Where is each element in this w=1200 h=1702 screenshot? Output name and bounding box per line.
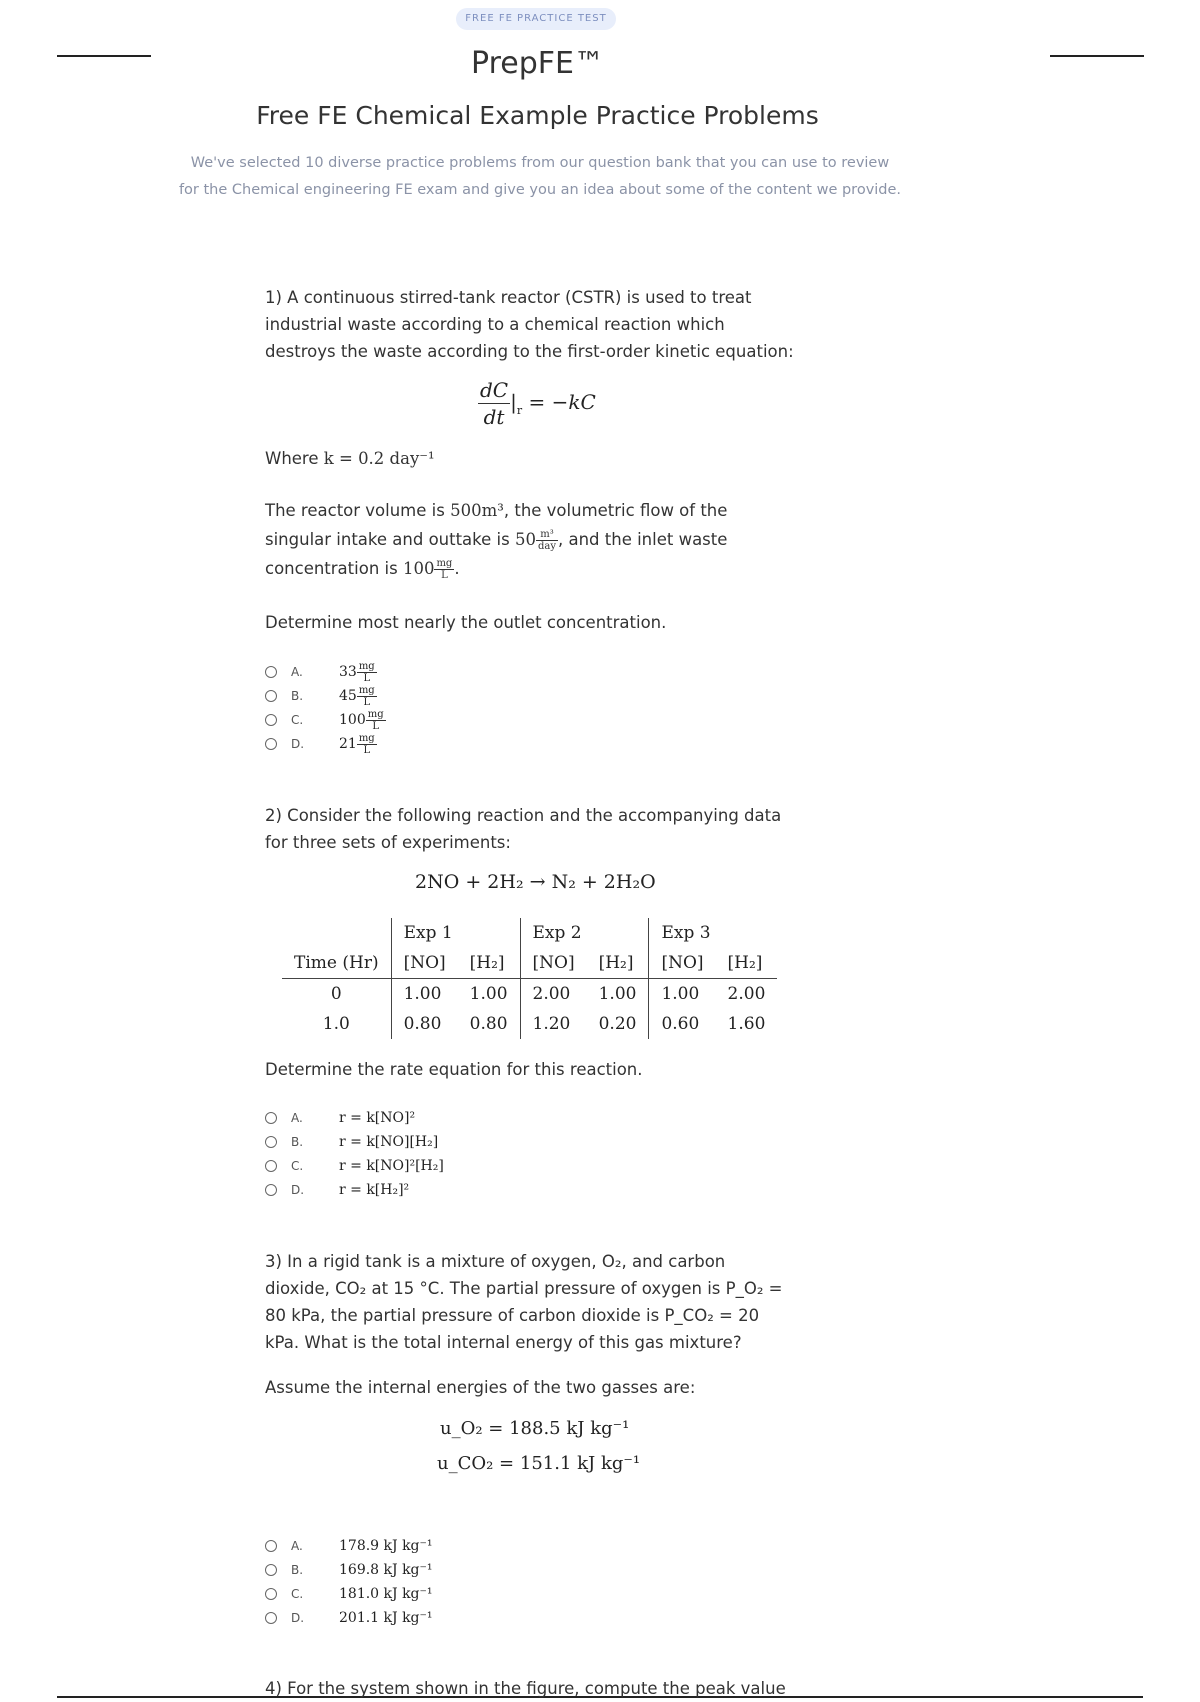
q2-options [265,1106,665,1202]
radio-icon[interactable] [265,1612,277,1624]
q1-option-a[interactable]: A. 33 $\frac{mg}{L}$ [265,660,665,684]
q3-energy-co2: u_CO₂ = 151.1 kJ kg⁻¹ [437,1453,641,1474]
q2-option-b[interactable]: B. r = k[NO][H₂] [265,1130,665,1154]
radio-icon[interactable] [265,738,277,750]
q1-options [265,660,665,756]
radio-icon[interactable] [265,1588,277,1600]
q2-reaction: 2NO + 2H₂ → N₂ + 2H₂O [415,871,656,893]
table-row: 0 1.00 1.00 2.00 1.00 1.00 2.00 [282,979,777,1010]
table-row: 1.0 0.80 0.80 1.20 0.20 0.60 1.60 [282,1009,777,1039]
radio-icon[interactable] [265,1112,277,1124]
q2-stem: 2) Consider the following reaction and the accompanying data for three sets of experiments: [265,806,782,852]
q3-energy-o2: u_O₂ = 188.5 kJ kg⁻¹ [440,1418,630,1439]
q1-rate-equation: $\frac{dC}{dt}$ $|_r = -kC$ [480,378,596,429]
radio-icon[interactable] [265,1136,277,1148]
q1-option-d[interactable]: D. 21 $\frac{mg}{L}$ [265,732,665,756]
q3-option-d[interactable]: D. 201.1 kJ kg⁻¹ [265,1606,665,1630]
q1-where-line: Where k = 0.2 day⁻¹ [265,449,435,468]
radio-icon[interactable] [265,666,277,678]
q3-stem: 3) In a rigid tank is a mixture of oxygen, O₂, and carbon dioxide, CO₂ at 15 °C. The partial pressure of oxygen is P_O₂ = 80 kPa, the partial pressure of carbon dioxide is P_CO₂ = 20 kPa. What is the total internal energy of this gas mixture? [265,1252,783,1352]
q3-assumption: Assume the internal energies of the two gasses are: [265,1378,696,1397]
q3-option-c[interactable]: C. 181.0 kJ kg⁻¹ [265,1582,665,1606]
q4-stem: 4) For the system shown in the figure, compute the peak value [265,1679,786,1698]
q1-parameters: The reactor volume is 500m³, the volumetric flow of the singular intake and outtake is 50 $\frac{\text{m³}}{\text{day}}$ , and the inlet waste concentration is 100 $\frac{mg}{L}$ . [265,501,728,581]
q3-option-b[interactable]: B. 169.8 kJ kg⁻¹ [265,1558,665,1582]
q2-data-table: Exp 1 Exp 2 Exp 3 Time (Hr) [NO] [H₂] [NO] [H₂] [NO] [H₂] 0 1.00 1.00 2.00 1.00 1.00 2.00 1.0 0.80 0.80 1.20 0.20 0.60 1.60 [282,918,777,1039]
radio-icon[interactable] [265,1540,277,1552]
radio-icon[interactable] [265,1184,277,1196]
q1-option-b[interactable]: B. 45 $\frac{mg}{L}$ [265,684,665,708]
q3-option-a[interactable]: A. 178.9 kJ kg⁻¹ [265,1534,665,1558]
radio-icon[interactable] [265,714,277,726]
radio-icon[interactable] [265,690,277,702]
q2-option-d[interactable]: D. r = k[H₂]² [265,1178,665,1202]
q3-options [265,1534,665,1630]
intro-line-2: for the Chemical engineering FE exam and give you an idea about some of the content we provide. [178,182,902,198]
intro-line-1: We've selected 10 diverse practice problems from our question bank that you can use to review [190,155,890,171]
radio-icon[interactable] [265,1160,277,1172]
q1-derivative: $\frac{dC}{dt}$ [480,378,509,429]
q2-question: Determine the rate equation for this reaction. [265,1060,643,1079]
radio-icon[interactable] [265,1564,277,1576]
intro-text [170,150,910,204]
q2-option-a[interactable]: A. r = k[NO]² [265,1106,665,1130]
practice-test-badge: FREE FE PRACTICE TEST [456,8,616,30]
q1-stem: 1) A continuous stirred-tank reactor (CSTR) is used to treat industrial waste according to a chemical reaction which destroys the waste according to the first-order kinetic equation: [265,288,794,361]
q1-option-c[interactable]: C. 100 $\frac{mg}{L}$ [265,708,665,732]
brand-title: PrepFE™ [471,46,604,81]
page-title: Free FE Chemical Example Practice Problems [256,101,819,130]
q1-question: Determine most nearly the outlet concentration. [265,613,667,632]
q2-option-c[interactable]: C. r = k[NO]²[H₂] [265,1154,665,1178]
